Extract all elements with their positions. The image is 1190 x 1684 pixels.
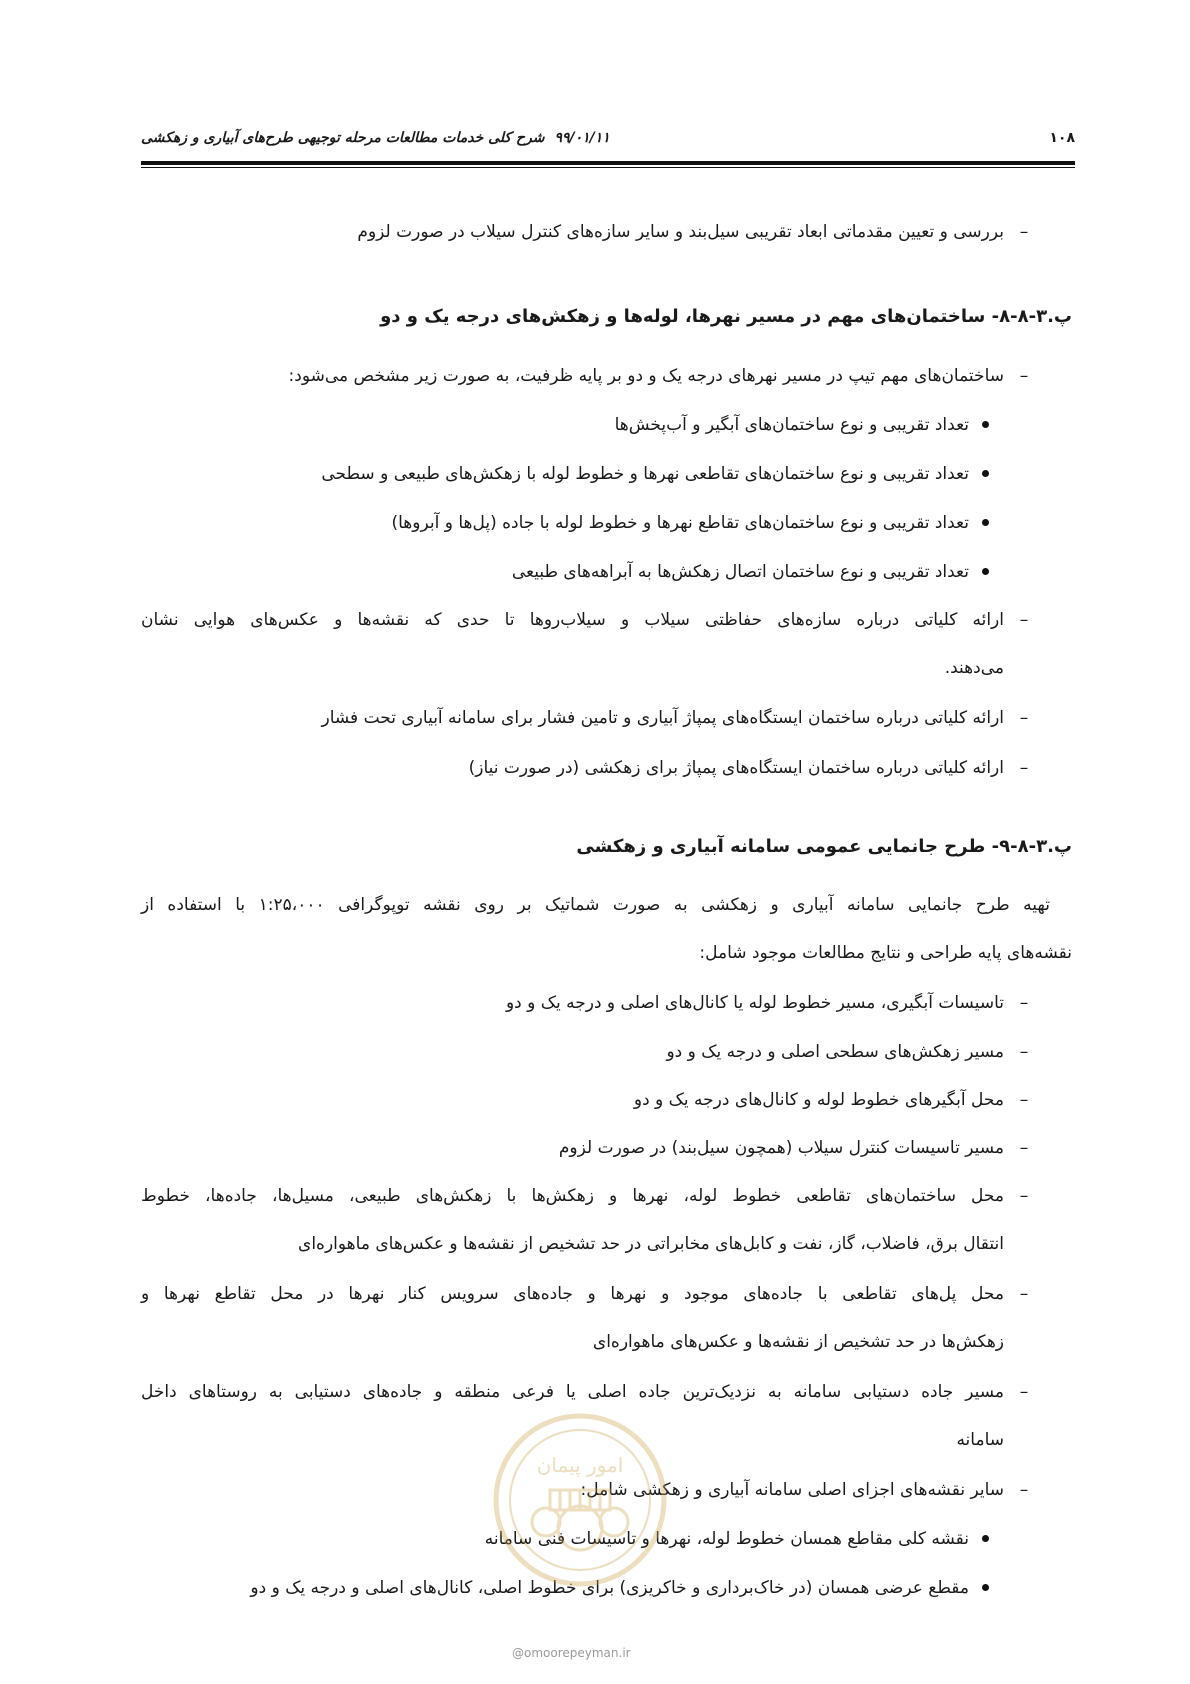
list-item: سایر نقشه‌های اجزای اصلی سامانه آبیاری و زهکشی شامل: [580, 1480, 1004, 1500]
list-item: محل پل‌های تقاطعی با جاده‌های موجود و نهرها و جاده‌های سرویس کنار نهرها در محل تقاطع نهرها و [141, 1284, 1004, 1304]
bullet [982, 1584, 989, 1591]
watermark-stamp-icon [490, 1410, 670, 1590]
dash-marker: – [1019, 1480, 1029, 1500]
list-item: مسیر تاسیسات کنترل سیلاب (همچون سیل‌بند) در صورت لزوم [558, 1138, 1004, 1158]
header-title: شرح کلی خدمات مطالعات مرحله توجیهی طرح‌های آبیاری و زهکشی [141, 130, 545, 146]
dash-marker: – [1019, 222, 1029, 242]
dash-marker: – [1019, 366, 1029, 386]
paragraph-line: نقشه‌های پایه طراحی و نتایج مطالعات موجود شامل: [699, 943, 1072, 963]
section-heading: پ.۳-۸-۹- طرح جانمایی عمومی سامانه آبیاری و زهکشی [576, 836, 1072, 857]
page-number: ۱۰۸ [1049, 130, 1075, 146]
list-item: تعداد تقریبی و نوع ساختمان‌های تقاطعی نهرها و خطوط لوله با زهکش‌های طبیعی و سطحی [321, 464, 969, 484]
dash-marker: – [1019, 1382, 1029, 1402]
list-item-continued: سامانه [956, 1430, 1004, 1450]
page-header [141, 128, 1075, 152]
list-item-continued: انتقال برق، فاضلاب، گاز، نفت و کابل‌های مخابراتی در حد تشخیص از نقشه‌ها و عکس‌های ماهواره‌ای [298, 1234, 1004, 1254]
dash-marker: – [1019, 1090, 1029, 1110]
header-rule-thin [141, 167, 1075, 168]
running-title [141, 130, 610, 146]
bullet [982, 568, 989, 575]
dash-marker: – [1019, 1186, 1029, 1206]
dash-marker: – [1019, 1138, 1029, 1158]
list-item-continued: می‌دهند. [944, 658, 1004, 678]
list-item: تعداد تقریبی و نوع ساختمان اتصال زهکش‌ها به آبراهه‌های طبیعی [511, 562, 969, 582]
header-rule-thick [141, 161, 1075, 165]
list-item: ساختمان‌های مهم تیپ در مسیر نهرهای درجه یک و دو بر پایه ظرفیت، به صورت زیر مشخص می‌شود: [288, 366, 1004, 386]
dash-marker: – [1019, 610, 1029, 630]
dash-marker: – [1019, 1284, 1029, 1304]
list-item: محل آبگیرهای خطوط لوله و کانال‌های درجه یک و دو [633, 1090, 1004, 1110]
paragraph-line: تهیه طرح جانمایی سامانه آبیاری و زهکشی به صورت شماتیک بر روی نقشه توپوگرافی ۱:۲۵،۰۰۰ با استفاده از [141, 895, 1050, 915]
dash-marker: – [1019, 708, 1029, 728]
list-item: محل ساختمان‌های تقاطعی خطوط لوله، نهرها و زهکش‌ها با زهکش‌های طبیعی، مسیل‌ها، جاده‌ها، خطوط [141, 1186, 1004, 1206]
list-item-continued: زهکش‌ها در حد تشخیص از نقشه‌ها و عکس‌های ماهواره‌ای [592, 1332, 1004, 1352]
stamp-text: امور پیمان [536, 1453, 624, 1477]
list-item: ارائه کلیاتی درباره سازه‌های حفاظتی سیلاب و سیلاب‌روها تا حدی که نقشه‌ها و عکس‌های هوایی نشان [141, 610, 1004, 630]
bullet [982, 470, 989, 477]
watermark-site: @omoorepeyman.ir [512, 1646, 631, 1660]
list-item: بررسی و تعیین مقدماتی ابعاد تقریبی سیل‌بند و سایر سازه‌های کنترل سیلاب در صورت لزوم [357, 222, 1004, 242]
list-item: ارائه کلیاتی درباره ساختمان ایستگاه‌های پمپاژ آبیاری و تامین فشار برای سامانه آبیاری تحت فشار [321, 708, 1004, 728]
list-item: تاسیسات آبگیری، مسیر خطوط لوله یا کانال‌های اصلی و درجه یک و دو [505, 993, 1004, 1013]
bullet [982, 421, 989, 428]
dash-marker: – [1019, 758, 1029, 778]
list-item: مقطع عرضی همسان (در خاک‌برداری و خاکریزی) برای خطوط اصلی، کانال‌های اصلی و درجه یک و دو [250, 1578, 969, 1598]
list-item: مسیر زهکش‌های سطحی اصلی و درجه یک و دو [666, 1042, 1004, 1062]
dash-marker: – [1019, 993, 1029, 1013]
section-heading: پ.۳-۸-۸- ساختمان‌های مهم در مسیر نهرها، لوله‌ها و زهکش‌های درجه یک و دو [380, 306, 1072, 327]
dash-marker: – [1019, 1042, 1029, 1062]
list-item: ارائه کلیاتی درباره ساختمان ایستگاه‌های پمپاژ برای زهکشی (در صورت نیاز) [468, 758, 1004, 778]
list-item: تعداد تقریبی و نوع ساختمان‌های آبگیر و آب‌پخش‌ها [614, 415, 969, 435]
list-item: مسیر جاده دستیابی سامانه به نزدیک‌ترین جاده اصلی یا فرعی منطقه و جاده‌های دستیابی به روستاهای داخل [141, 1382, 1004, 1402]
bullet [982, 1535, 989, 1542]
list-item: تعداد تقریبی و نوع ساختمان‌های تقاطع نهرها و خطوط لوله با جاده (پل‌ها و آبروها) [391, 513, 969, 533]
bullet [982, 519, 989, 526]
list-item: نقشه کلی مقاطع همسان خطوط لوله، نهرها و تاسیسات فنی سامانه [484, 1529, 969, 1549]
header-date: ۹۹/۰۱/۱۱ [554, 130, 610, 146]
